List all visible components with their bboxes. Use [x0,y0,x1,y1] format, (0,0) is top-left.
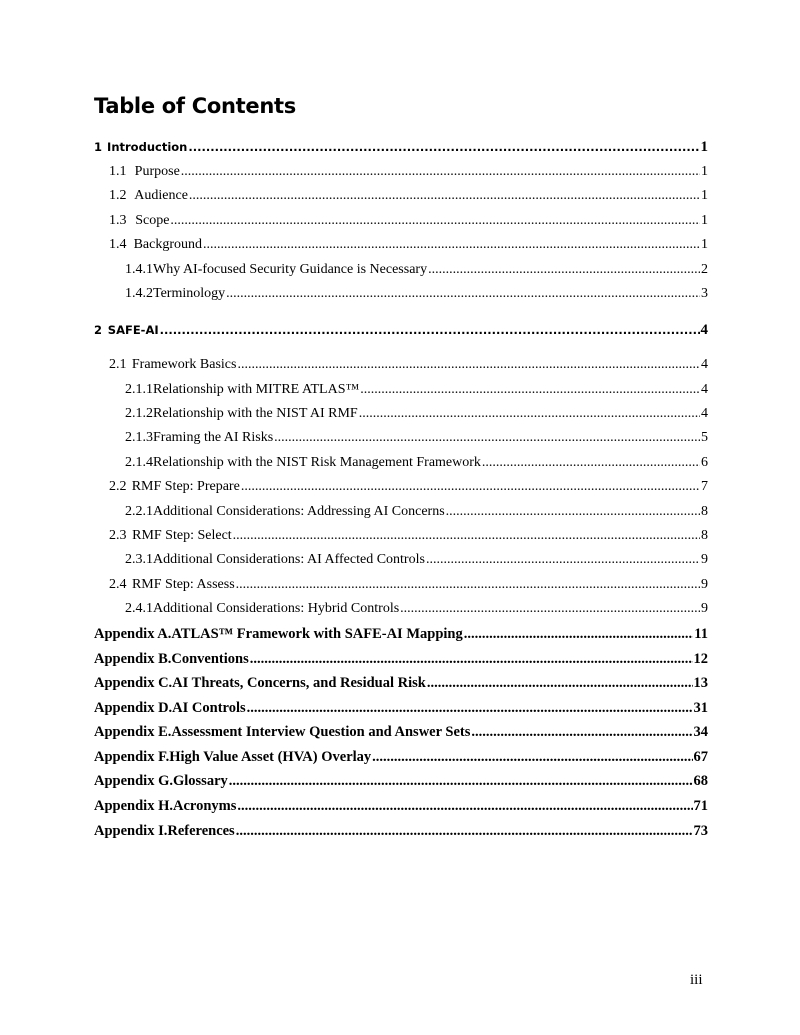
toc-entry-label: Glossary [172,773,228,789]
toc-entry-page: 2 [701,262,708,277]
toc-entry-number: Appendix H. [94,798,173,814]
page-title: Table of Contents [94,94,296,118]
toc-entry-label: Relationship with MITRE ATLAS™ [153,382,360,397]
toc-entry-label: Additional Considerations: AI Affected Controls [153,552,425,567]
toc-dot-leader [237,796,692,816]
toc-entry-page: 6 [701,455,708,470]
toc-entry-label: Framing the AI Risks [153,430,274,445]
toc-dot-leader [236,821,693,841]
toc-entry-label: Relationship with the NIST AI RMF [153,406,358,421]
toc-entry[interactable] [109,526,708,546]
toc-dot-leader [229,771,693,791]
toc-entry-page: 1 [701,237,708,252]
toc-dot-leader [274,428,700,448]
toc-entry-number: 2.3.1 [125,552,153,567]
toc-entry-page: 5 [701,430,708,445]
toc-entry[interactable] [125,428,708,448]
toc-dot-leader [372,747,692,767]
toc-entry-page: 4 [701,406,708,421]
toc-dot-leader [237,355,700,375]
toc-entry-page: 9 [701,601,708,616]
toc-entry-page: 11 [694,626,708,642]
toc-entry-label: Framework Basics [131,357,237,372]
toc-dot-leader [189,186,700,206]
toc-entry-label: ATLAS™ Framework with SAFE-AI Mapping [171,626,463,642]
toc-entry[interactable] [94,821,708,841]
toc-entry-page: 34 [693,724,708,740]
toc-entry-number: 1.1 [109,164,127,179]
toc-entry-label: Audience [134,188,188,203]
toc-entry-page: 4 [701,382,708,397]
toc-entry[interactable] [125,599,708,619]
toc-entry-page: 12 [693,651,708,667]
toc-dot-leader [241,477,700,497]
toc-entry[interactable] [125,502,708,522]
toc-dot-leader [482,453,700,473]
toc-entry[interactable] [94,698,708,718]
toc-entry-label: Purpose [134,164,180,179]
toc-entry[interactable] [109,235,708,255]
toc-entry-label: Additional Considerations: Hybrid Controls [153,601,400,616]
toc-entry-page: 8 [701,528,708,543]
toc-dot-leader [226,284,700,304]
toc-entry-page: 67 [693,749,708,765]
toc-entry-label: Terminology [153,286,226,301]
toc-entry-label: RMF Step: Select [132,528,232,543]
toc-dot-leader [250,649,693,669]
toc-entry[interactable] [109,162,708,182]
toc-dot-leader [160,320,700,340]
toc-entry-page: 3 [701,286,708,301]
toc-entry-label: AI Controls [172,700,246,716]
toc-entry-number: 2.4.1 [125,601,153,616]
toc-entry-label: AI Threats, Concerns, and Residual Risk [172,675,426,691]
toc-dot-leader [428,260,700,280]
toc-entry[interactable] [125,260,708,280]
toc-dot-leader [471,722,692,742]
toc-entry-page: 13 [693,675,708,691]
toc-entry[interactable] [109,186,708,206]
toc-entry-page: 9 [701,577,708,592]
toc-entry-number: 1.4 [109,237,127,252]
toc-entry[interactable] [94,722,708,742]
toc-entry-number: 2.1.4 [125,455,153,470]
toc-dot-leader [426,550,700,570]
toc-entry[interactable] [94,624,708,644]
toc-entry-number: 1.4.1 [125,262,153,277]
toc-entry-page: 31 [693,700,708,716]
toc-entry-label: Acronyms [172,798,237,814]
toc-entry-number: 2.2.1 [125,504,153,519]
toc-dot-leader [170,211,700,231]
toc-entry-page: 4 [701,357,708,372]
toc-entry-number: Appendix B. [94,651,172,667]
toc-entry-label: High Value Asset (HVA) Overlay [169,749,372,765]
toc-dot-leader [233,526,700,546]
toc-entry-number: 2.2 [109,479,127,494]
toc-dot-leader [188,137,699,157]
toc-entry-page: 7 [701,479,708,494]
toc-entry-number: 2.1.3 [125,430,153,445]
toc-entry[interactable] [94,649,708,669]
toc-dot-leader [203,235,700,255]
toc-entry-label: SAFE-AI [107,323,159,337]
toc-dot-leader [247,698,693,718]
toc-dot-leader [446,502,700,522]
toc-entry-number: 2 [94,323,103,337]
toc-entry[interactable] [125,550,708,570]
toc-entry-number: 2.3 [109,528,127,543]
toc-entry-number: Appendix A. [94,626,172,642]
toc-entry-label: Relationship with the NIST Risk Management Framework [153,455,481,470]
toc-entry-page: 71 [693,798,708,814]
toc-dot-leader [236,575,700,595]
toc-dot-leader [360,380,700,400]
toc-entry-label: Assessment Interview Question and Answer Sets [171,724,471,740]
toc-entry[interactable] [109,211,708,231]
toc-entry[interactable] [125,404,708,424]
toc-entry-number: 2.4 [109,577,127,592]
toc-entry[interactable] [94,137,708,157]
toc-entry-label: References [167,823,235,839]
toc-entry[interactable] [125,453,708,473]
toc-entry-page: 1 [701,164,708,179]
toc-entry-label: Why AI-focused Security Guidance is Necessary [153,262,428,277]
toc-entry-number: Appendix G. [94,773,173,789]
toc-entry-number: 2.1 [109,357,127,372]
toc-dot-leader [464,624,694,644]
toc-dot-leader [359,404,700,424]
toc-entry[interactable] [125,284,708,304]
toc-entry-number: 1.4.2 [125,286,153,301]
toc-entry-number: Appendix D. [94,700,173,716]
toc-entry-page: 1 [700,139,708,155]
toc-entry-number: Appendix F. [94,749,170,765]
toc-entry[interactable] [125,380,708,400]
toc-dot-leader [400,599,700,619]
toc-entry-label: Introduction [107,140,188,154]
toc-entry-number: 2.1.1 [125,382,153,397]
toc-entry-number: 1.2 [109,188,127,203]
toc-entry-label: RMF Step: Prepare [131,479,240,494]
toc-entry-number: Appendix E. [94,724,172,740]
toc-entry-label: Scope [135,213,170,228]
toc-entry[interactable] [94,796,708,816]
toc-entry-number: 2.1.2 [125,406,153,421]
toc-entry-page: 73 [693,823,708,839]
toc-entry-number: Appendix C. [94,675,173,691]
toc-entry[interactable] [109,477,708,497]
toc-entry-page: 8 [701,504,708,519]
toc-entry-label: RMF Step: Assess [131,577,235,592]
toc-dot-leader [427,673,693,693]
toc-entry-label: Background [133,237,203,252]
toc-entry-number: Appendix I. [94,823,168,839]
toc-entry[interactable] [94,747,708,767]
toc-dot-leader [181,162,700,182]
toc-entry-label: Additional Considerations: Addressing AI Concerns [153,504,445,519]
toc-entry-page: 4 [700,322,708,338]
toc-entry-page: 1 [701,213,708,228]
toc-entry[interactable] [109,575,708,595]
toc-entry-page: 68 [693,773,708,789]
toc-entry[interactable] [94,673,708,693]
toc-entry[interactable] [94,320,708,340]
toc-entry-page: 9 [701,552,708,567]
toc-entry-label: Conventions [171,651,249,667]
toc-entry-number: 1 [94,140,103,154]
toc-entry-number: 1.3 [109,213,127,228]
toc-entry-page: 1 [701,188,708,203]
page-number: iii [690,972,703,988]
toc-entry[interactable] [109,355,708,375]
toc-entry[interactable] [94,771,708,791]
